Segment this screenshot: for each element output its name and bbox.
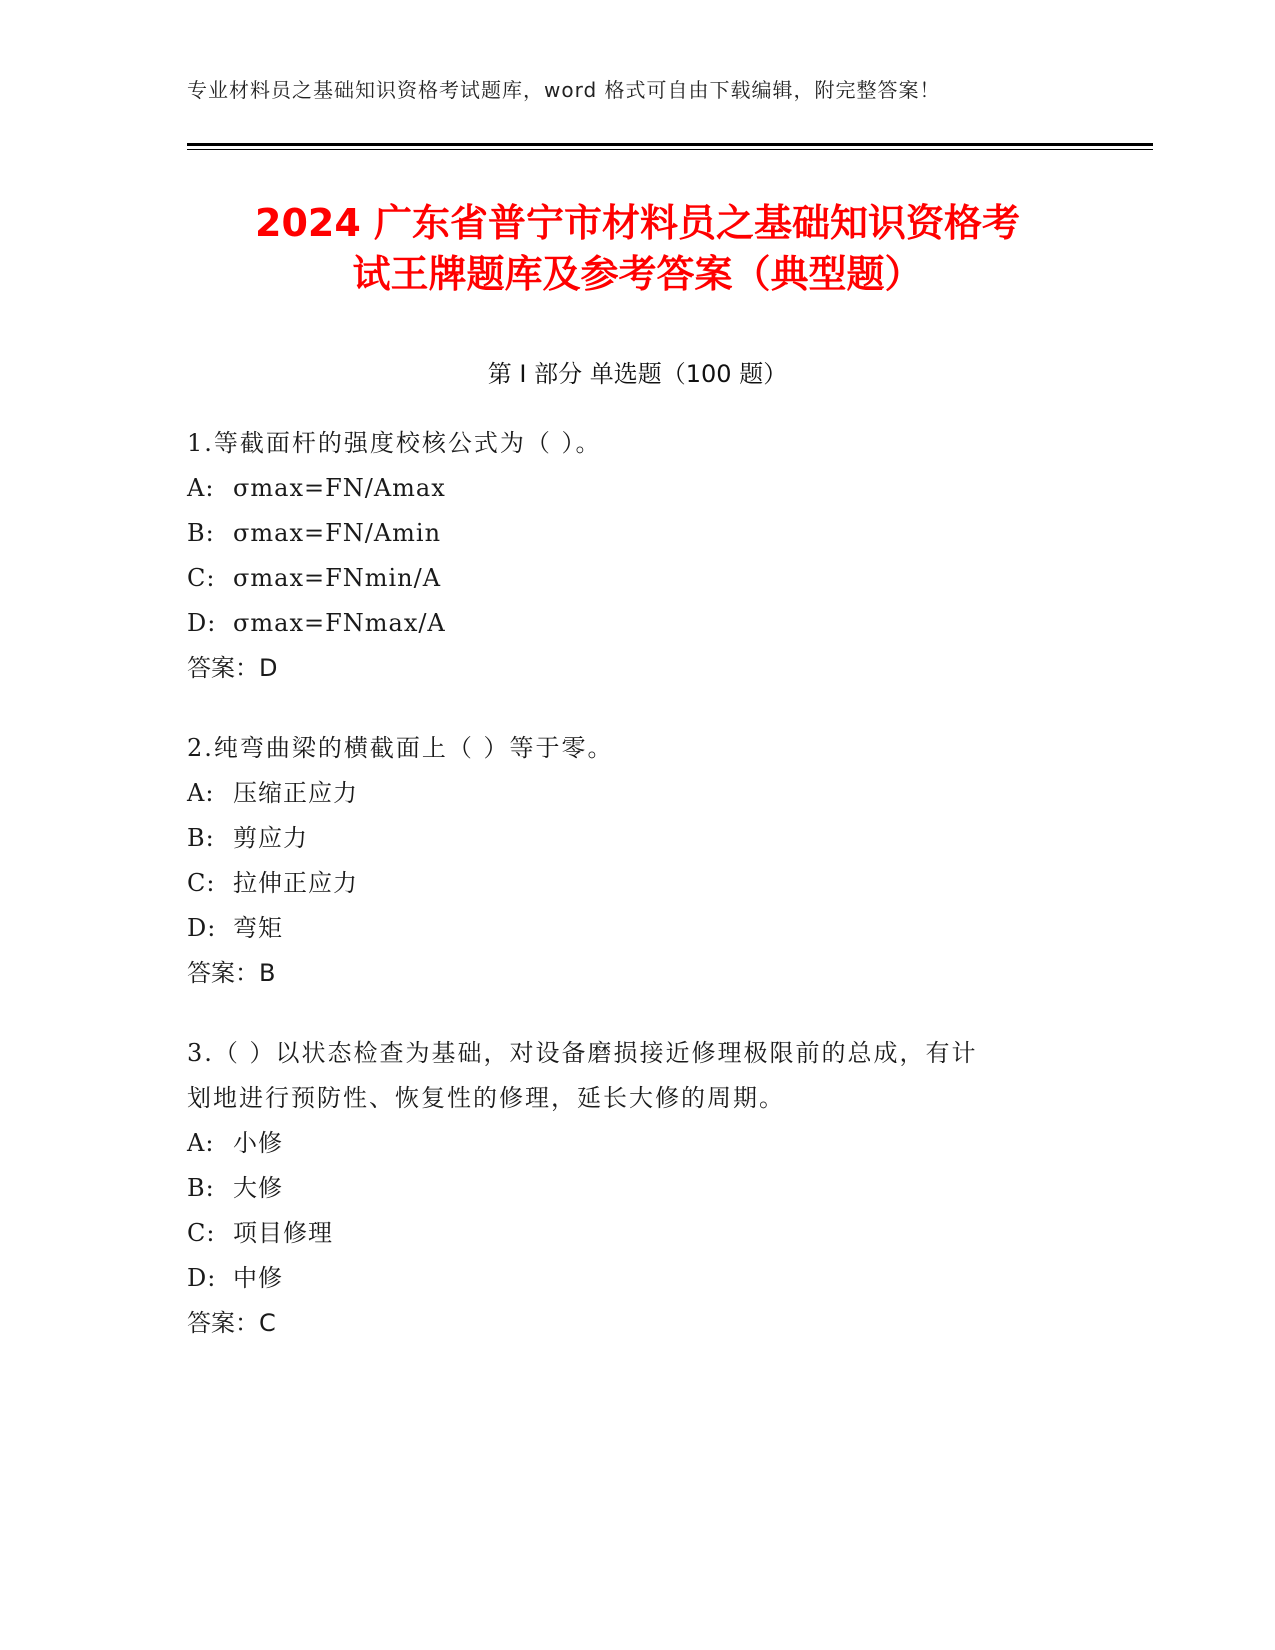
option-label: B:: [187, 824, 215, 852]
header-divider-thin: [187, 149, 1153, 150]
page-header: 专业材料员之基础知识资格考试题库，word 格式可自由下载编辑，附完整答案！: [187, 78, 941, 102]
option-text: 剪应力: [233, 824, 308, 852]
option-b: [187, 816, 1087, 861]
header-divider-thick: [187, 143, 1153, 146]
option-label: A:: [187, 474, 215, 502]
option-label: D:: [187, 914, 217, 942]
question-text-line-1: 3.（ ）以状态检查为基础，对设备磨损接近修理极限前的总成，有计: [187, 1039, 978, 1067]
question-2: [187, 726, 1087, 996]
option-text: 项目修理: [233, 1219, 333, 1247]
option-label: B:: [187, 1174, 215, 1202]
option-text: 压缩正应力: [233, 779, 358, 807]
question-text: 1.等截面杆的强度校核公式为（ ）。: [187, 429, 602, 457]
option-label: D:: [187, 609, 217, 637]
question-1: [187, 421, 1087, 691]
option-text: 小修: [233, 1129, 283, 1157]
option-b: [187, 1166, 1087, 1211]
question-text-line-2: 划地进行预防性、恢复性的修理，延长大修的周期。: [187, 1084, 785, 1112]
option-c: [187, 1211, 1087, 1256]
option-b: [187, 511, 1087, 556]
option-label: A:: [187, 779, 215, 807]
option-label: C:: [187, 1219, 216, 1247]
option-label: C:: [187, 869, 216, 897]
question-text: 2.纯弯曲梁的横截面上（ ）等于零。: [187, 734, 614, 762]
section-heading: 第 I 部分 单选题（100 题）: [487, 360, 788, 388]
option-c: [187, 556, 1087, 601]
answer: 答案：D: [187, 654, 278, 682]
option-text: 拉伸正应力: [233, 869, 358, 897]
option-text: σmax=FNmax/A: [233, 609, 446, 637]
option-text: 弯矩: [233, 914, 283, 942]
option-a: [187, 771, 1087, 816]
title-line-1: 2024 广东省普宁市材料员之基础知识资格考: [255, 201, 1020, 245]
option-label: A:: [187, 1129, 215, 1157]
option-text: 大修: [233, 1174, 283, 1202]
option-label: C:: [187, 564, 216, 592]
option-c: [187, 861, 1087, 906]
option-d: [187, 1256, 1087, 1301]
option-label: D:: [187, 1264, 217, 1292]
answer: 答案：C: [187, 1309, 276, 1337]
option-d: [187, 601, 1087, 646]
option-text: σmax=FN/Amax: [233, 474, 446, 502]
option-text: σmax=FNmin/A: [233, 564, 442, 592]
option-a: [187, 466, 1087, 511]
option-text: σmax=FN/Amin: [233, 519, 442, 547]
answer: 答案：B: [187, 959, 276, 987]
title-line-2: 试王牌题库及参考答案（典型题）: [352, 252, 923, 296]
question-3: [187, 1031, 1087, 1346]
option-a: [187, 1121, 1087, 1166]
option-d: [187, 906, 1087, 951]
document-title: [160, 198, 1115, 300]
option-text: 中修: [233, 1264, 283, 1292]
option-label: B:: [187, 519, 215, 547]
